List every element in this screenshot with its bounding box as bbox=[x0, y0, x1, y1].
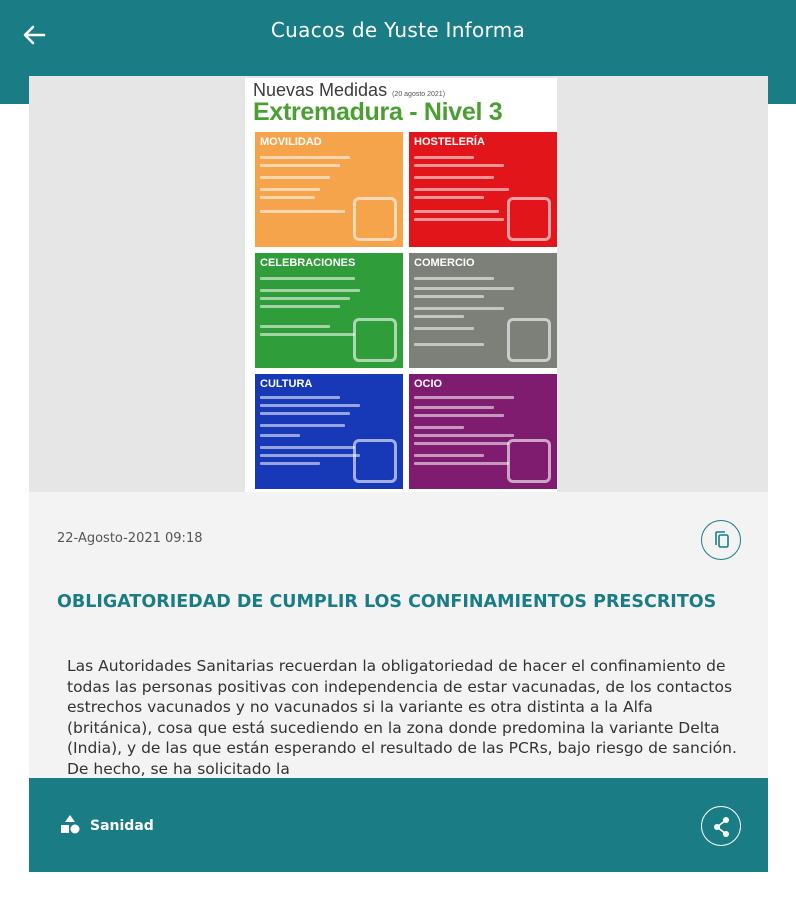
tile-hosteleria bbox=[409, 132, 557, 247]
poster-region: Extremadura - Nivel 3 bbox=[253, 98, 503, 126]
copy-button[interactable] bbox=[701, 520, 741, 560]
tile-title: CULTURA bbox=[260, 378, 313, 390]
ferris-wheel-icon bbox=[507, 439, 551, 483]
tile-movilidad bbox=[255, 132, 403, 247]
shapes-icon bbox=[59, 814, 81, 836]
copy-icon bbox=[702, 521, 742, 561]
news-image[interactable] bbox=[29, 76, 768, 492]
tile-title: MOVILIDAD bbox=[260, 136, 322, 148]
tile-celebraciones bbox=[255, 253, 403, 368]
tile-title: COMERCIO bbox=[414, 257, 475, 269]
hands-icon bbox=[353, 197, 397, 241]
book-icon bbox=[353, 439, 397, 483]
tile-ocio bbox=[409, 374, 557, 489]
tile-comercio bbox=[409, 253, 557, 368]
article-body: Las Autoridades Sanitarias recuerdan la obligatoriedad de hacer el confinamiento de todas las personas positivas con independencia de estar vacunadas, de los contactos estrechos vacunados y no vacunados si la variante es otra distinta a la Alfa (británica), cosa que está sucediendo en la zona donde predomina la variante Delta (India), y de las que están esperando el resultado de las PCRs, bajo riesgo de sanción. De hecho, se ha solicitado la bbox=[67, 657, 737, 776]
covid-measures-poster bbox=[245, 78, 557, 492]
tile-title: OCIO bbox=[414, 378, 443, 390]
poster-date: (20 agosto 2021) bbox=[392, 91, 446, 98]
tile-title: HOSTELERÍA bbox=[414, 136, 485, 148]
cocktail-icon bbox=[507, 197, 551, 241]
news-card bbox=[29, 76, 768, 872]
share-icon bbox=[702, 807, 742, 847]
tile-cultura bbox=[255, 374, 403, 489]
app-title: Cuacos de Yuste Informa bbox=[270, 18, 526, 42]
poster-heading-text: Nuevas Medidas bbox=[253, 80, 388, 100]
article-date: 22-Agosto-2021 09:18 bbox=[57, 531, 203, 546]
article-title: OBLIGATORIEDAD DE CUMPLIR LOS CONFINAMIENTOS PRESCRITOS bbox=[57, 592, 717, 612]
category-label[interactable]: Sanidad bbox=[90, 818, 154, 834]
building-icon bbox=[353, 318, 397, 362]
bottom-bar bbox=[29, 778, 768, 872]
shopping-bags-icon bbox=[507, 318, 551, 362]
tile-title: CELEBRACIONES bbox=[260, 257, 356, 269]
share-button[interactable] bbox=[701, 806, 741, 846]
